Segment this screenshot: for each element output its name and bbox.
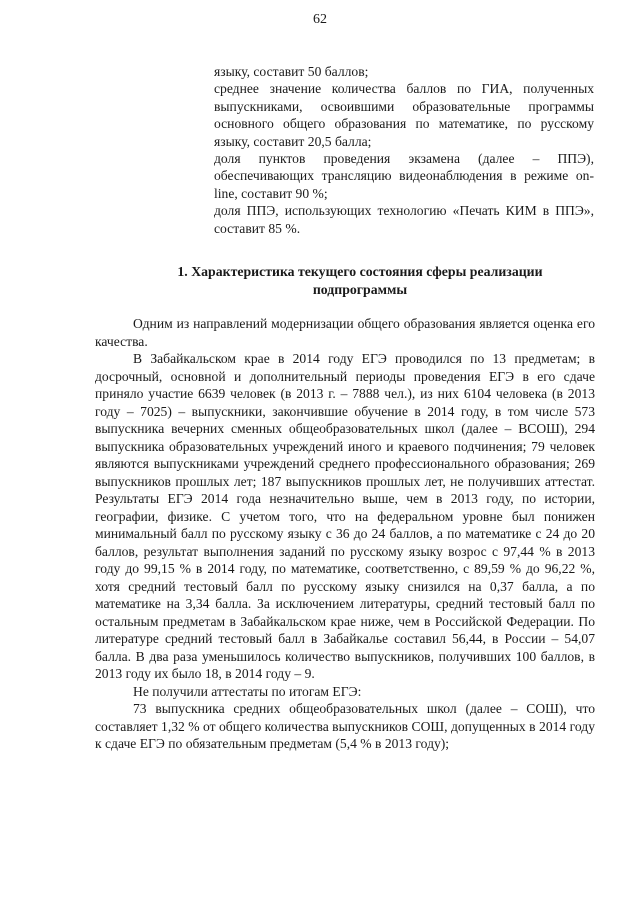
paragraph: Не получили аттестаты по итогам ЕГЭ: <box>133 683 362 699</box>
paragraph: 73 выпускника средних общеобразовательных школ (далее – СОШ), что составляет 1,32 % от общего количества выпускников СОШ, допущенных в 2014 году к сдаче ЕГЭ по обязательным предметам (5,4 % в 2013 году); <box>95 701 595 751</box>
section-body <box>95 315 595 753</box>
list-item: доля ППЭ, использующих технологию «Печать КИМ в ППЭ», составит 85 %. <box>214 203 594 236</box>
list-item: доля пунктов проведения экзамена (далее – ППЭ), обеспечивающих трансляцию видеонаблюдения в режиме on-line, составит 90 %; <box>214 151 594 201</box>
section-heading: 1. Характеристика текущего состояния сферы реализации подпрограммы <box>177 264 543 297</box>
paragraph: В Забайкальском крае в 2014 году ЕГЭ проводился по 13 предметам; в досрочный, основной и дополнительный периоды проведения ЕГЭ в его сдаче приняло участие 6639 человек (в 2013 г. – 7888 чел.), из них 6104 человека (в 2013 году – 7025) – выпускники, закончившие обучение в 2014 году, в том числе 573 выпускника вечерних сменных общеобразовательных школ (далее – ВСОШ), 294 выпускника образовательных учреждений иного и краевого подчинения; 79 человек являются выпускниками учреждений среднего профессионального образования; 269 выпускников прошлых лет; 187 выпускников прошлых лет, не получивших аттестат. Результаты ЕГЭ 2014 года незначительно выше, чем в 2013 году, по истории, географии, физике. С учетом того, что на федеральном уровне был понижен минимальный балл по русскому языку с 36 до 24 баллов, а по математике с 24 до 20 баллов, результат выполнения заданий по русскому языку возрос с 97,44 % в 2013 году до 99,15 % в 2014 году, по математике, соответственно, с 89,59 % до 96,22 %, хотя средний тестовый балл по русскому языку снизился на 0,37 балла, а по математике на 3,34 балла. За исключением литературы, средний тестовый балл по остальным предметам в Забайкальском крае ниже, чем в Российской Федерации. По литературе средний тестовый балл в Забайкалье составил 56,44, в России – 54,07 балла. В два раза уменьшилось количество выпускников, получивших 100 баллов, в 2013 году их было 18, в 2014 году – 9. <box>95 351 595 681</box>
list-item: языку, составит 50 баллов; <box>214 64 369 79</box>
page-number: 62 <box>313 12 327 27</box>
paragraph: Одним из направлений модернизации общего образования является оценка его качества. <box>95 316 595 349</box>
list-item: среднее значение количества баллов по ГИА, полученных выпускниками, освоившими образовательные программы основного общего образования по математике, по русскому языку, составит 20,5 балла; <box>214 81 594 149</box>
target-indicators-list <box>214 63 594 237</box>
